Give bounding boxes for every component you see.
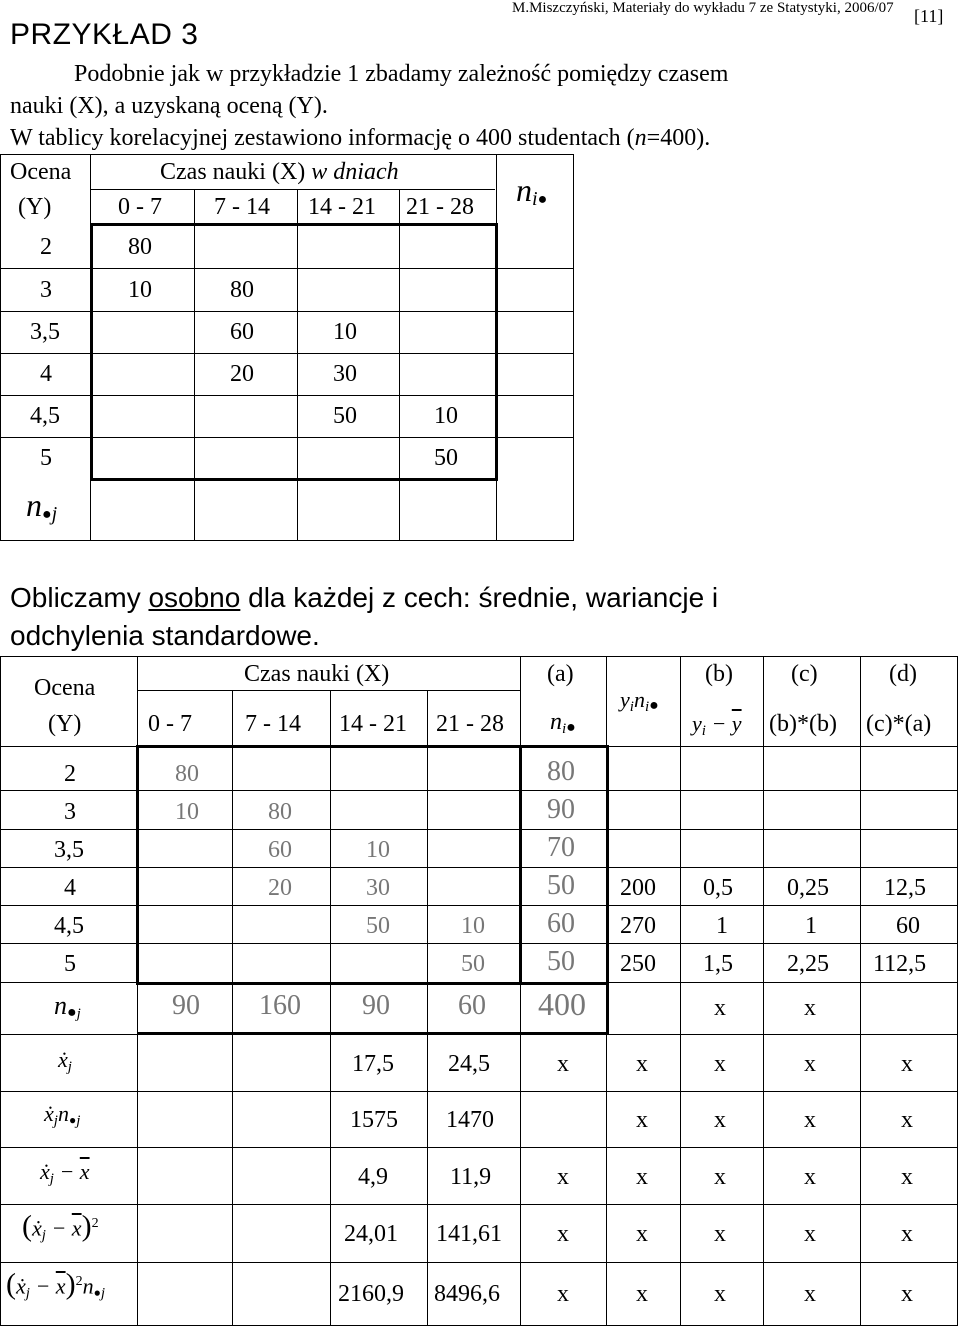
table2-row-3-c1: 20 [268, 875, 292, 901]
paragraph-line-1 [10, 580, 718, 616]
table1-y-label: (Y) [18, 194, 52, 220]
table2-row-4-ni: 60 [547, 908, 575, 939]
intro-line-2: nauki (X), a uzyskaną oceną (Y). [10, 93, 328, 119]
table2-l0-x2: x [714, 1051, 726, 1077]
table1-ni-sub: i [532, 188, 538, 210]
table2-range-0: 0 - 7 [148, 711, 192, 737]
table1-row-3-c2: 30 [333, 361, 357, 387]
table2-l1-v3: 1470 [446, 1107, 494, 1133]
table1-range-3: 21 - 28 [406, 194, 474, 220]
intro-line-3 [10, 122, 710, 154]
paragraph-osobno: osobno [148, 582, 241, 613]
table2-row-5-c: 2,25 [787, 951, 829, 977]
table2-row-2-c2: 10 [366, 837, 390, 863]
table2-row-0-y: 2 [64, 761, 76, 787]
table2-row-2-ni: 70 [547, 832, 575, 863]
table1-row-3-c1: 20 [230, 361, 254, 387]
table2-row-2-y: 3,5 [54, 837, 84, 863]
table2-row-4-b: 1 [716, 913, 728, 939]
table1-x-header [160, 160, 399, 184]
table2-l4-x1: x [636, 1281, 648, 1307]
table2-l0-x3: x [804, 1051, 816, 1077]
table2-l2-v3: 11,9 [450, 1164, 492, 1190]
table2-sq-nj-label: (ẋ$_j$ − $\overline{x})^2n●_j$ [6, 1267, 105, 1302]
table2-l2-x2: x [714, 1164, 726, 1190]
table2-czas-label: Czas nauki (X) [244, 661, 390, 687]
table2-row-3-yn: 200 [620, 875, 656, 901]
table2-nj-1: 160 [259, 990, 301, 1021]
table2-row-3-c: 0,25 [787, 875, 829, 901]
paragraph-a: Obliczamy [10, 582, 149, 613]
table2-l2-v2: 4,9 [358, 1164, 388, 1190]
table2-row-3-y: 4 [64, 875, 76, 901]
table2-l1-x3: x [804, 1107, 816, 1133]
table2-row-2-c1: 60 [268, 837, 292, 863]
table2-nj-2: 90 [362, 990, 390, 1021]
table2-xj-label: ẋ$_j$ [58, 1047, 72, 1075]
table2-row-0-c0: 80 [175, 761, 199, 787]
table2-ni-header: $n_i●$ [550, 709, 576, 737]
table2-l1-x4: x [901, 1107, 913, 1133]
table2-row-1-y: 3 [64, 799, 76, 825]
table2-l3-v2: 24,01 [344, 1221, 398, 1247]
table2-row-3-b: 0,5 [703, 875, 733, 901]
table1-row-2-c1: 60 [230, 319, 254, 345]
table2-xj-minus-mean-label: ẋ$_j$ − $\overline{x}$ [40, 1159, 90, 1187]
paragraph-line-2: odchylenia standardowe. [10, 620, 320, 651]
table1-nj-sub: j [51, 503, 58, 525]
table2-row-5-b: 1,5 [703, 951, 733, 977]
table2-l2-x0: x [557, 1164, 569, 1190]
table1-nj-label [26, 487, 58, 527]
table1-row-1-c1: 80 [230, 277, 254, 303]
table1-row-0-c0: 80 [128, 234, 152, 260]
table2-row-1-ni: 90 [547, 794, 575, 825]
table1-range-2: 14 - 21 [308, 194, 376, 220]
table2-l1-x2: x [714, 1107, 726, 1133]
table2-l2-x3: x [804, 1164, 816, 1190]
paragraph-c: dla każdej z cech: średnie, wariancje i [240, 582, 719, 613]
table2-yini-header: $y_in_i●$ [620, 687, 659, 715]
table2-l1-v2: 1575 [350, 1107, 398, 1133]
table2-nj-b: x [714, 995, 726, 1021]
table1-row-2-c2: 10 [333, 319, 357, 345]
table2-row-3-ni: 50 [547, 870, 575, 901]
table1-range-0: 0 - 7 [118, 194, 162, 220]
table2-l4-v2: 2160,9 [338, 1281, 404, 1307]
table2-l1-x1: x [636, 1107, 648, 1133]
table2-row-5-yn: 250 [620, 951, 656, 977]
table2-l0-v2: 17,5 [352, 1051, 394, 1077]
table1-row-5-y: 5 [40, 445, 52, 471]
table2-l2-x4: x [901, 1164, 913, 1190]
table2-row-3-c2: 30 [366, 875, 390, 901]
table2-row-1-c0: 10 [175, 799, 199, 825]
table2-col-b: (b) [705, 661, 733, 687]
intro-line-1: Podobnie jak w przykładzie 1 zbadamy zależność pomiędzy czasem [74, 61, 729, 87]
table2-row-4-c: 1 [805, 913, 817, 939]
table1-row-5-c3: 50 [434, 445, 458, 471]
table2-row-5-c3: 50 [461, 951, 485, 977]
table1-row-0-y: 2 [40, 234, 52, 260]
table2-row-5-ni: 50 [547, 946, 575, 977]
table2-l3-x4: x [901, 1221, 913, 1247]
table2-range-2: 14 - 21 [339, 711, 407, 737]
table2-row-1-c1: 80 [268, 799, 292, 825]
table1-range-1: 7 - 14 [214, 194, 270, 220]
table2-l4-x3: x [804, 1281, 816, 1307]
table2-row-5-d: 112,5 [873, 951, 927, 977]
table2-col-c: (c) [791, 661, 818, 687]
table2-row-0-ni: 80 [547, 756, 575, 787]
table1-ni-header [516, 172, 548, 212]
table2-col-d: (d) [889, 661, 917, 687]
table1-row-4-y: 4,5 [30, 403, 60, 429]
table1-ni-dot: ● [537, 191, 548, 208]
table2-l2-x1: x [636, 1164, 648, 1190]
table2-row-4-yn: 270 [620, 913, 656, 939]
table1-row-2-y: 3,5 [30, 319, 60, 345]
table2-l3-x3: x [804, 1221, 816, 1247]
table1-nj-n: n [26, 487, 42, 523]
intro-line-3-a: W tablicy korelacyjnej zestawiono informację o 400 studentach ( [10, 125, 635, 151]
table1-nj-dot: ● [42, 506, 52, 523]
table2-nj-label: $n●_j$ [54, 991, 81, 1022]
table2-nj-total: 400 [538, 986, 586, 1022]
table1-row-3-y: 4 [40, 361, 52, 387]
table2-l3-x1: x [636, 1221, 648, 1247]
table2-c-expr: (b)*(b) [769, 711, 837, 737]
table2-nj-3: 60 [458, 990, 486, 1021]
example-title: PRZYKŁAD 3 [10, 18, 199, 51]
table1-row-1-y: 3 [40, 277, 52, 303]
table2-l0-x4: x [901, 1051, 913, 1077]
table2-l3-x2: x [714, 1221, 726, 1247]
table1-ni-n: n [516, 172, 532, 208]
table2-l4-v3: 8496,6 [434, 1281, 500, 1307]
table2-y-label: (Y) [48, 711, 82, 737]
source-citation: M.Miszczyński, Materiały do wykładu 7 ze Statystyki, 2006/07 [512, 0, 894, 16]
table2-row-4-c2: 50 [366, 913, 390, 939]
table2-l4-x0: x [557, 1281, 569, 1307]
table1-czas-label: Czas nauki (X) [160, 159, 312, 185]
table2-l0-x1: x [636, 1051, 648, 1077]
table1-ocena-label: Ocena [10, 159, 72, 185]
table2-l4-x2: x [714, 1281, 726, 1307]
table2-l3-v3: 141,61 [436, 1221, 502, 1247]
table2-row-4-c3: 10 [461, 913, 485, 939]
table2-xjnj-label: $ẋ_jn●_j$ [44, 1101, 81, 1129]
table1-row-1-c0: 10 [128, 277, 152, 303]
table2-row-3-d: 12,5 [884, 875, 926, 901]
table2-range-3: 21 - 28 [436, 711, 504, 737]
table2-row-4-d: 60 [896, 913, 920, 939]
table2-sq-label: (ẋ$_j$ − $\overline{x})^2$ [22, 1209, 99, 1244]
table2-l4-x4: x [901, 1281, 913, 1307]
table2-d-expr: (c)*(a) [866, 711, 932, 737]
table1-row-4-c2: 50 [333, 403, 357, 429]
table1-row-4-c3: 10 [434, 403, 458, 429]
table2-l0-v3: 24,5 [448, 1051, 490, 1077]
table2-row-5-y: 5 [64, 951, 76, 977]
table2-nj-c: x [804, 995, 816, 1021]
table2-row-4-y: 4,5 [54, 913, 84, 939]
table2-ocena-label: Ocena [34, 675, 96, 701]
table1-czas-unit: w dniach [311, 159, 399, 185]
intro-line-3-b: =400). [646, 125, 711, 151]
intro-line-3-n: n [634, 125, 647, 151]
page-number: [11] [914, 6, 944, 26]
table2-nj-0: 90 [172, 990, 200, 1021]
table2-range-1: 7 - 14 [245, 711, 301, 737]
table2-l0-x0: x [557, 1051, 569, 1077]
table2-l3-x0: x [557, 1221, 569, 1247]
table2-b-expr: $y_i - \overline{y}$ [692, 711, 742, 739]
table2-col-a: (a) [547, 661, 574, 687]
